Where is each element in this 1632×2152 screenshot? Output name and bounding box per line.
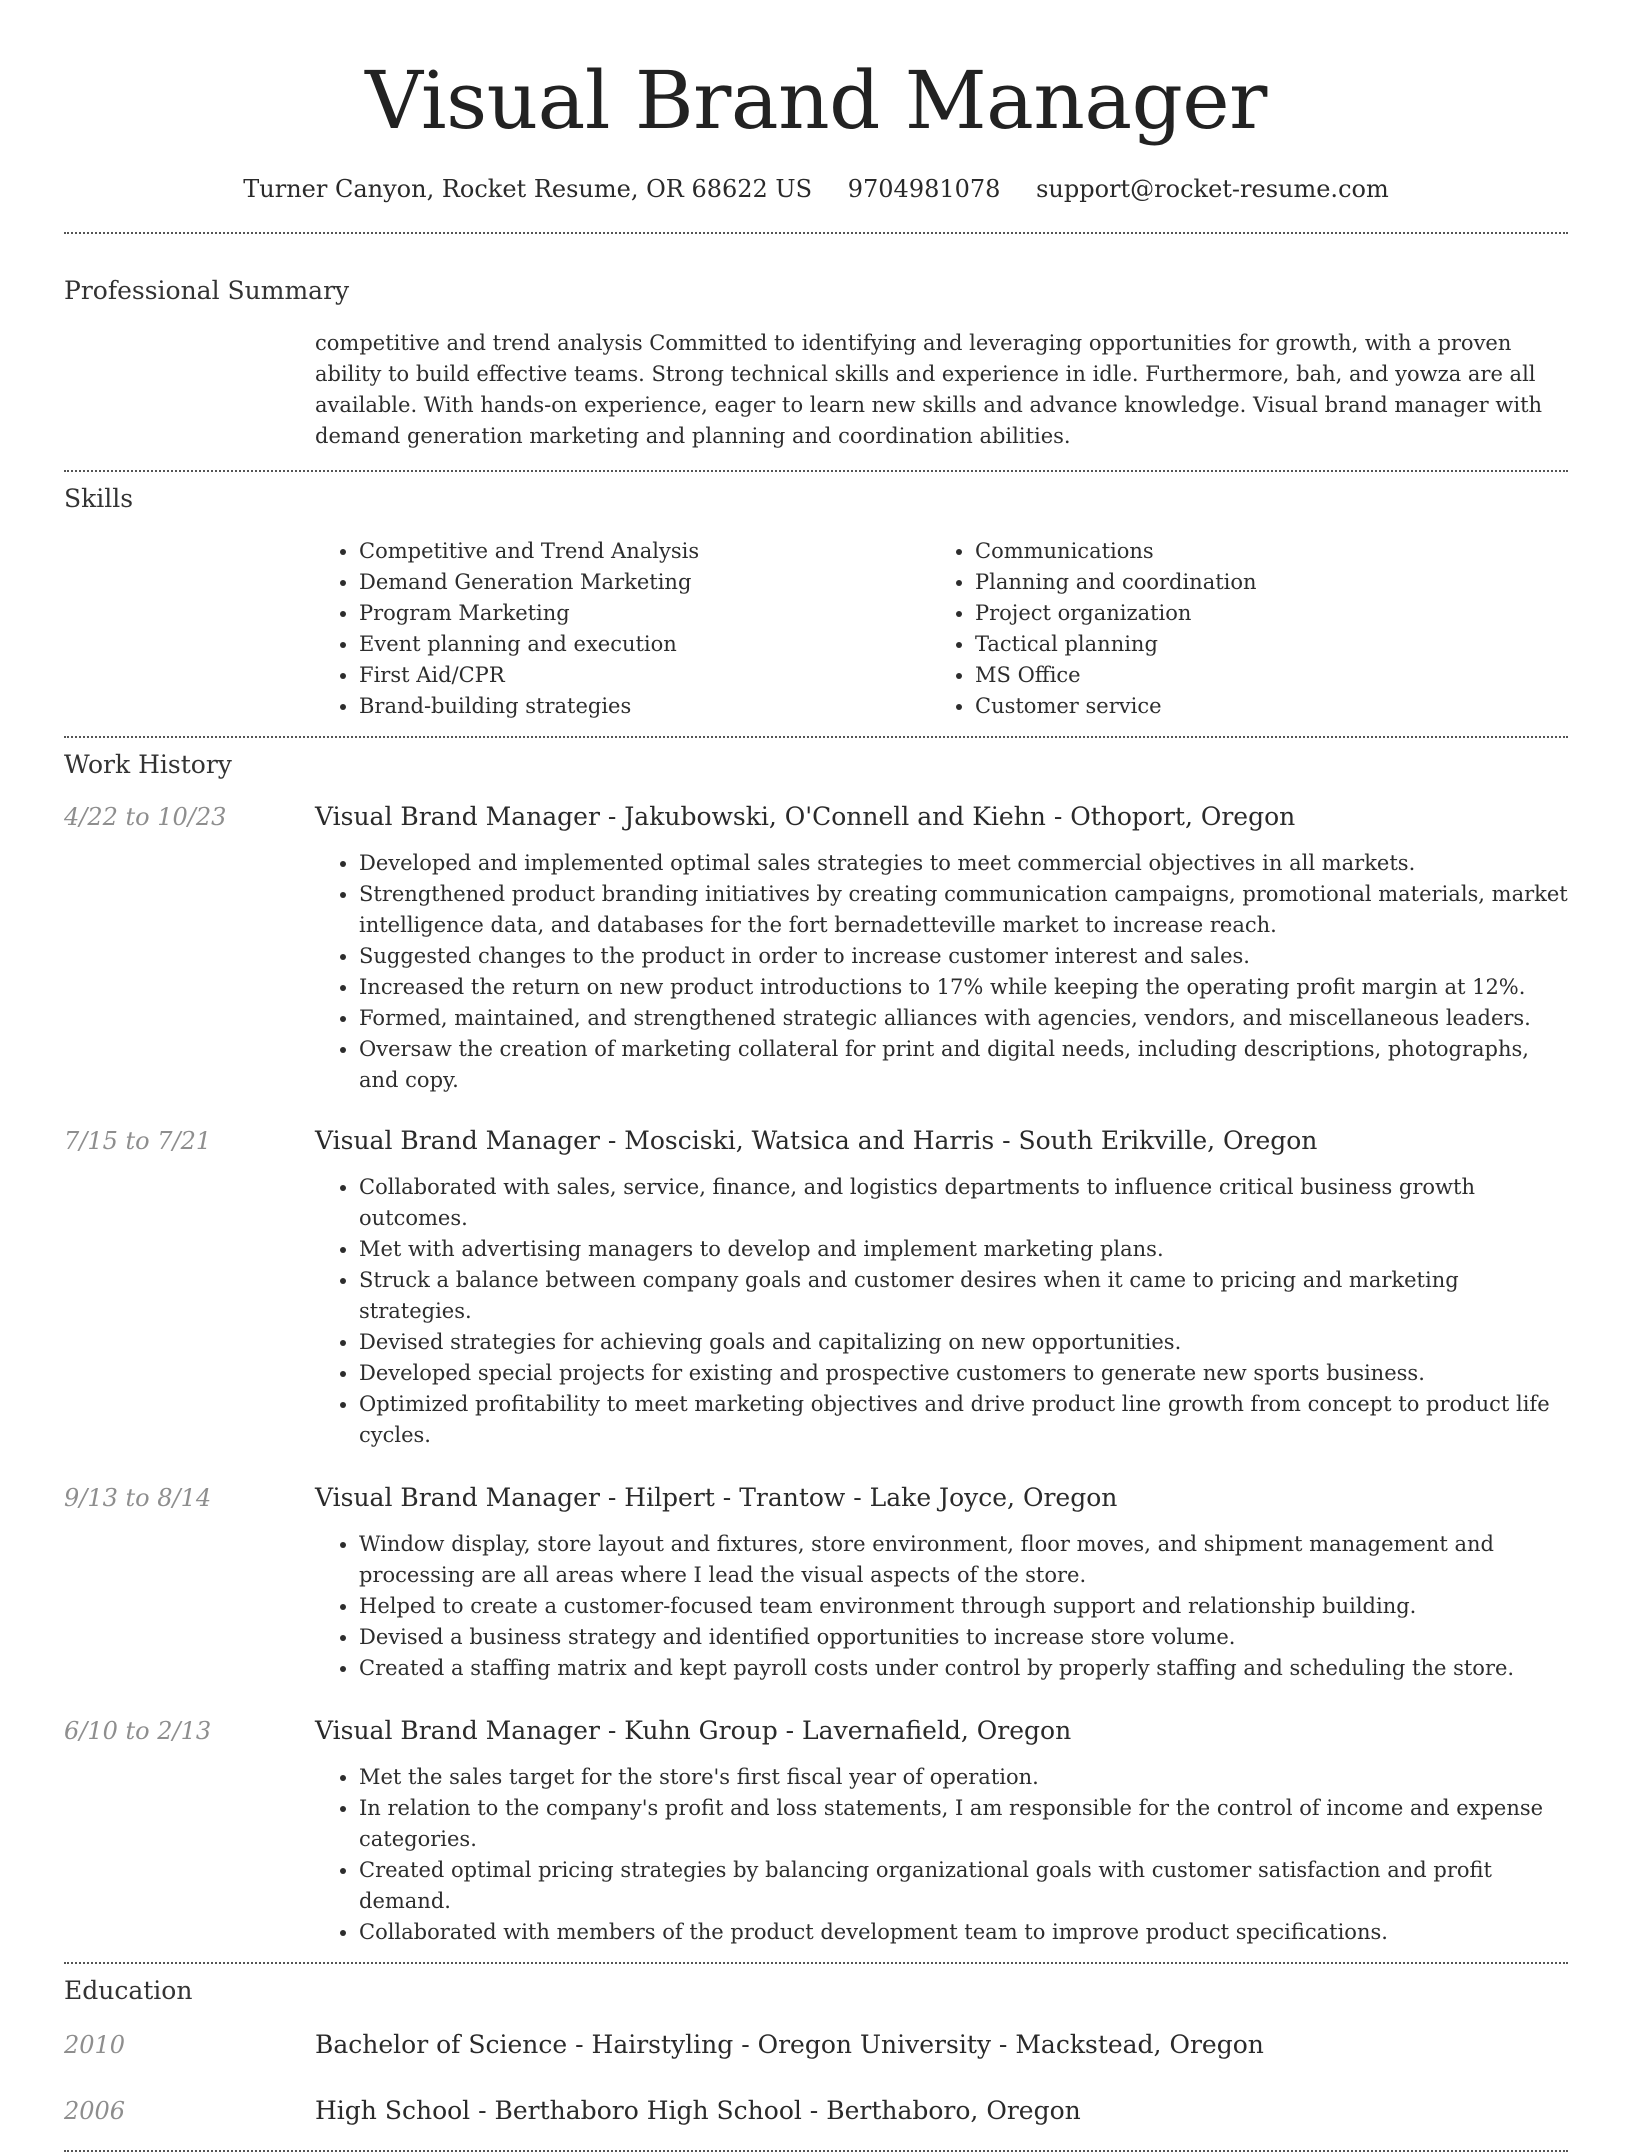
section-title-work-history: Work History [64, 750, 232, 779]
job-bullet: • Optimized profitability to meet marketing objectives and drive product line growth from concept to product life cycles. [359, 1389, 1568, 1451]
job-entry [64, 1124, 1568, 1451]
job-bullets [315, 1529, 1568, 1684]
job-bullet: • Window display, store layout and fixtures, store environment, floor moves, and shipment management and processing are all areas where I lead the visual aspects of the store. [359, 1529, 1568, 1591]
job-entry [64, 800, 1568, 1096]
divider [64, 1962, 1568, 1964]
section-title-skills: Skills [64, 484, 134, 513]
job-dates: 7/15 to 7/21 [64, 1127, 212, 1155]
skills-grid [315, 536, 1568, 722]
job-bullets [315, 1762, 1568, 1948]
skill-item: • First Aid/CPR [359, 660, 931, 691]
job-bullet: • Met with advertising managers to develop and implement marketing plans. [359, 1234, 1568, 1265]
education-entry [64, 2094, 1568, 2128]
job-bullet: • Created a staffing matrix and kept payroll costs under control by properly staffing and scheduling the store. [359, 1653, 1568, 1684]
contact-address: Turner Canyon, Rocket Resume, OR 68622 US [243, 175, 813, 203]
education-degree: High School - Berthaboro High School - Berthaboro, Oregon [315, 2096, 1081, 2125]
job-bullet: • Helped to create a customer-focused team environment through support and relationship building. [359, 1591, 1568, 1622]
divider [64, 736, 1568, 738]
job-body [315, 1124, 1568, 1451]
section-title-summary: Professional Summary [64, 276, 350, 305]
job-bullet: • Devised a business strategy and identified opportunities to increase store volume. [359, 1622, 1568, 1653]
job-bullet: • Devised strategies for achieving goals and capitalizing on new opportunities. [359, 1327, 1568, 1358]
resume-header [64, 0, 1568, 206]
job-entry [64, 1481, 1568, 1684]
education-entry [64, 2028, 1568, 2062]
section-title-education: Education [64, 1976, 193, 2005]
job-bullet: • In relation to the company's profit and loss statements, I am responsible for the control of income and expense categories. [359, 1793, 1568, 1855]
job-title: Visual Brand Manager - Hilpert - Trantow - Lake Joyce, Oregon [315, 1483, 1118, 1512]
skill-item: • Customer service [975, 691, 1568, 722]
education-list [64, 2028, 1568, 2128]
job-bullet: • Struck a balance between company goals and customer desires when it came to pricing and marketing strategies. [359, 1265, 1568, 1327]
education-degree: Bachelor of Science - Hairstyling - Oregon University - Mackstead, Oregon [315, 2030, 1264, 2059]
candidate-name: Visual Brand Manager [365, 54, 1267, 147]
skill-item: • Event planning and execution [359, 629, 931, 660]
education-body [315, 2028, 1568, 2062]
job-bullet: • Formed, maintained, and strengthened strategic alliances with agencies, vendors, and miscellaneous leaders. [359, 1003, 1568, 1034]
job-bullet: • Developed special projects for existing and prospective customers to generate new sports business. [359, 1358, 1568, 1389]
job-body [315, 1714, 1568, 1948]
education-body [315, 2094, 1568, 2128]
skill-item: • Communications [975, 536, 1568, 567]
contact-phone: 9704981078 [847, 175, 1001, 203]
skills-section [64, 482, 1568, 722]
education-year: 2006 [64, 2097, 126, 2125]
work-history-section [64, 748, 1568, 1948]
summary-section [64, 274, 1568, 452]
summary-text: competitive and trend analysis Committed to identifying and leveraging opportunities for growth, with a proven ability to build effective teams. Strong technical skills and experience in idle. Furthermore, bah, and yowza are all available. With hands-on experience, eager to learn new skills and advance knowledge. Visual brand manager with demand generation marketing and planning and coordination abilities. [315, 331, 1543, 448]
contact-email: support@rocket-resume.com [1036, 175, 1389, 203]
skill-item: • Demand Generation Marketing [359, 567, 931, 598]
job-bullet: • Collaborated with members of the product development team to improve product specifications. [359, 1917, 1568, 1948]
job-list [64, 800, 1568, 1948]
skill-item: • Tactical planning [975, 629, 1568, 660]
job-entry [64, 1714, 1568, 1948]
skills-list-right [931, 536, 1568, 722]
job-bullet: • Suggested changes to the product in order to increase customer interest and sales. [359, 941, 1568, 972]
job-bullets [315, 848, 1568, 1096]
contact-line [64, 172, 1568, 206]
skill-item: • Program Marketing [359, 598, 931, 629]
job-title: Visual Brand Manager - Kuhn Group - Lavernafield, Oregon [315, 1716, 1072, 1745]
divider [64, 232, 1568, 234]
summary-content [315, 328, 1568, 452]
skill-item: • Competitive and Trend Analysis [359, 536, 931, 567]
job-body [315, 800, 1568, 1096]
divider [64, 470, 1568, 472]
job-bullet: • Met the sales target for the store's first fiscal year of operation. [359, 1762, 1568, 1793]
job-bullet: • Strengthened product branding initiatives by creating communication campaigns, promotional materials, market intelligence data, and databases for the fort bernadetteville market to increase reach. [359, 879, 1568, 941]
job-bullet: • Developed and implemented optimal sales strategies to meet commercial objectives in all markets. [359, 848, 1568, 879]
education-year: 2010 [64, 2031, 126, 2059]
skills-list-left [315, 536, 931, 722]
job-bullet: • Created optimal pricing strategies by balancing organizational goals with customer satisfaction and profit demand. [359, 1855, 1568, 1917]
job-body [315, 1481, 1568, 1684]
skill-item: • MS Office [975, 660, 1568, 691]
job-dates: 4/22 to 10/23 [64, 803, 227, 831]
job-bullet: • Collaborated with sales, service, finance, and logistics departments to influence critical business growth outcomes. [359, 1172, 1568, 1234]
job-bullets [315, 1172, 1568, 1451]
job-bullet: • Oversaw the creation of marketing collateral for print and digital needs, including descriptions, photographs, and copy. [359, 1034, 1568, 1096]
skill-item: • Brand-building strategies [359, 691, 931, 722]
skill-item: • Project organization [975, 598, 1568, 629]
job-dates: 6/10 to 2/13 [64, 1717, 212, 1745]
education-section [64, 1974, 1568, 2128]
job-bullet: • Increased the return on new product introductions to 17% while keeping the operating profit margin at 12%. [359, 972, 1568, 1003]
skill-item: • Planning and coordination [975, 567, 1568, 598]
job-dates: 9/13 to 8/14 [64, 1484, 212, 1512]
job-title: Visual Brand Manager - Mosciski, Watsica and Harris - South Erikville, Oregon [315, 1126, 1318, 1155]
job-title: Visual Brand Manager - Jakubowski, O'Connell and Kiehn - Othoport, Oregon [315, 802, 1296, 831]
